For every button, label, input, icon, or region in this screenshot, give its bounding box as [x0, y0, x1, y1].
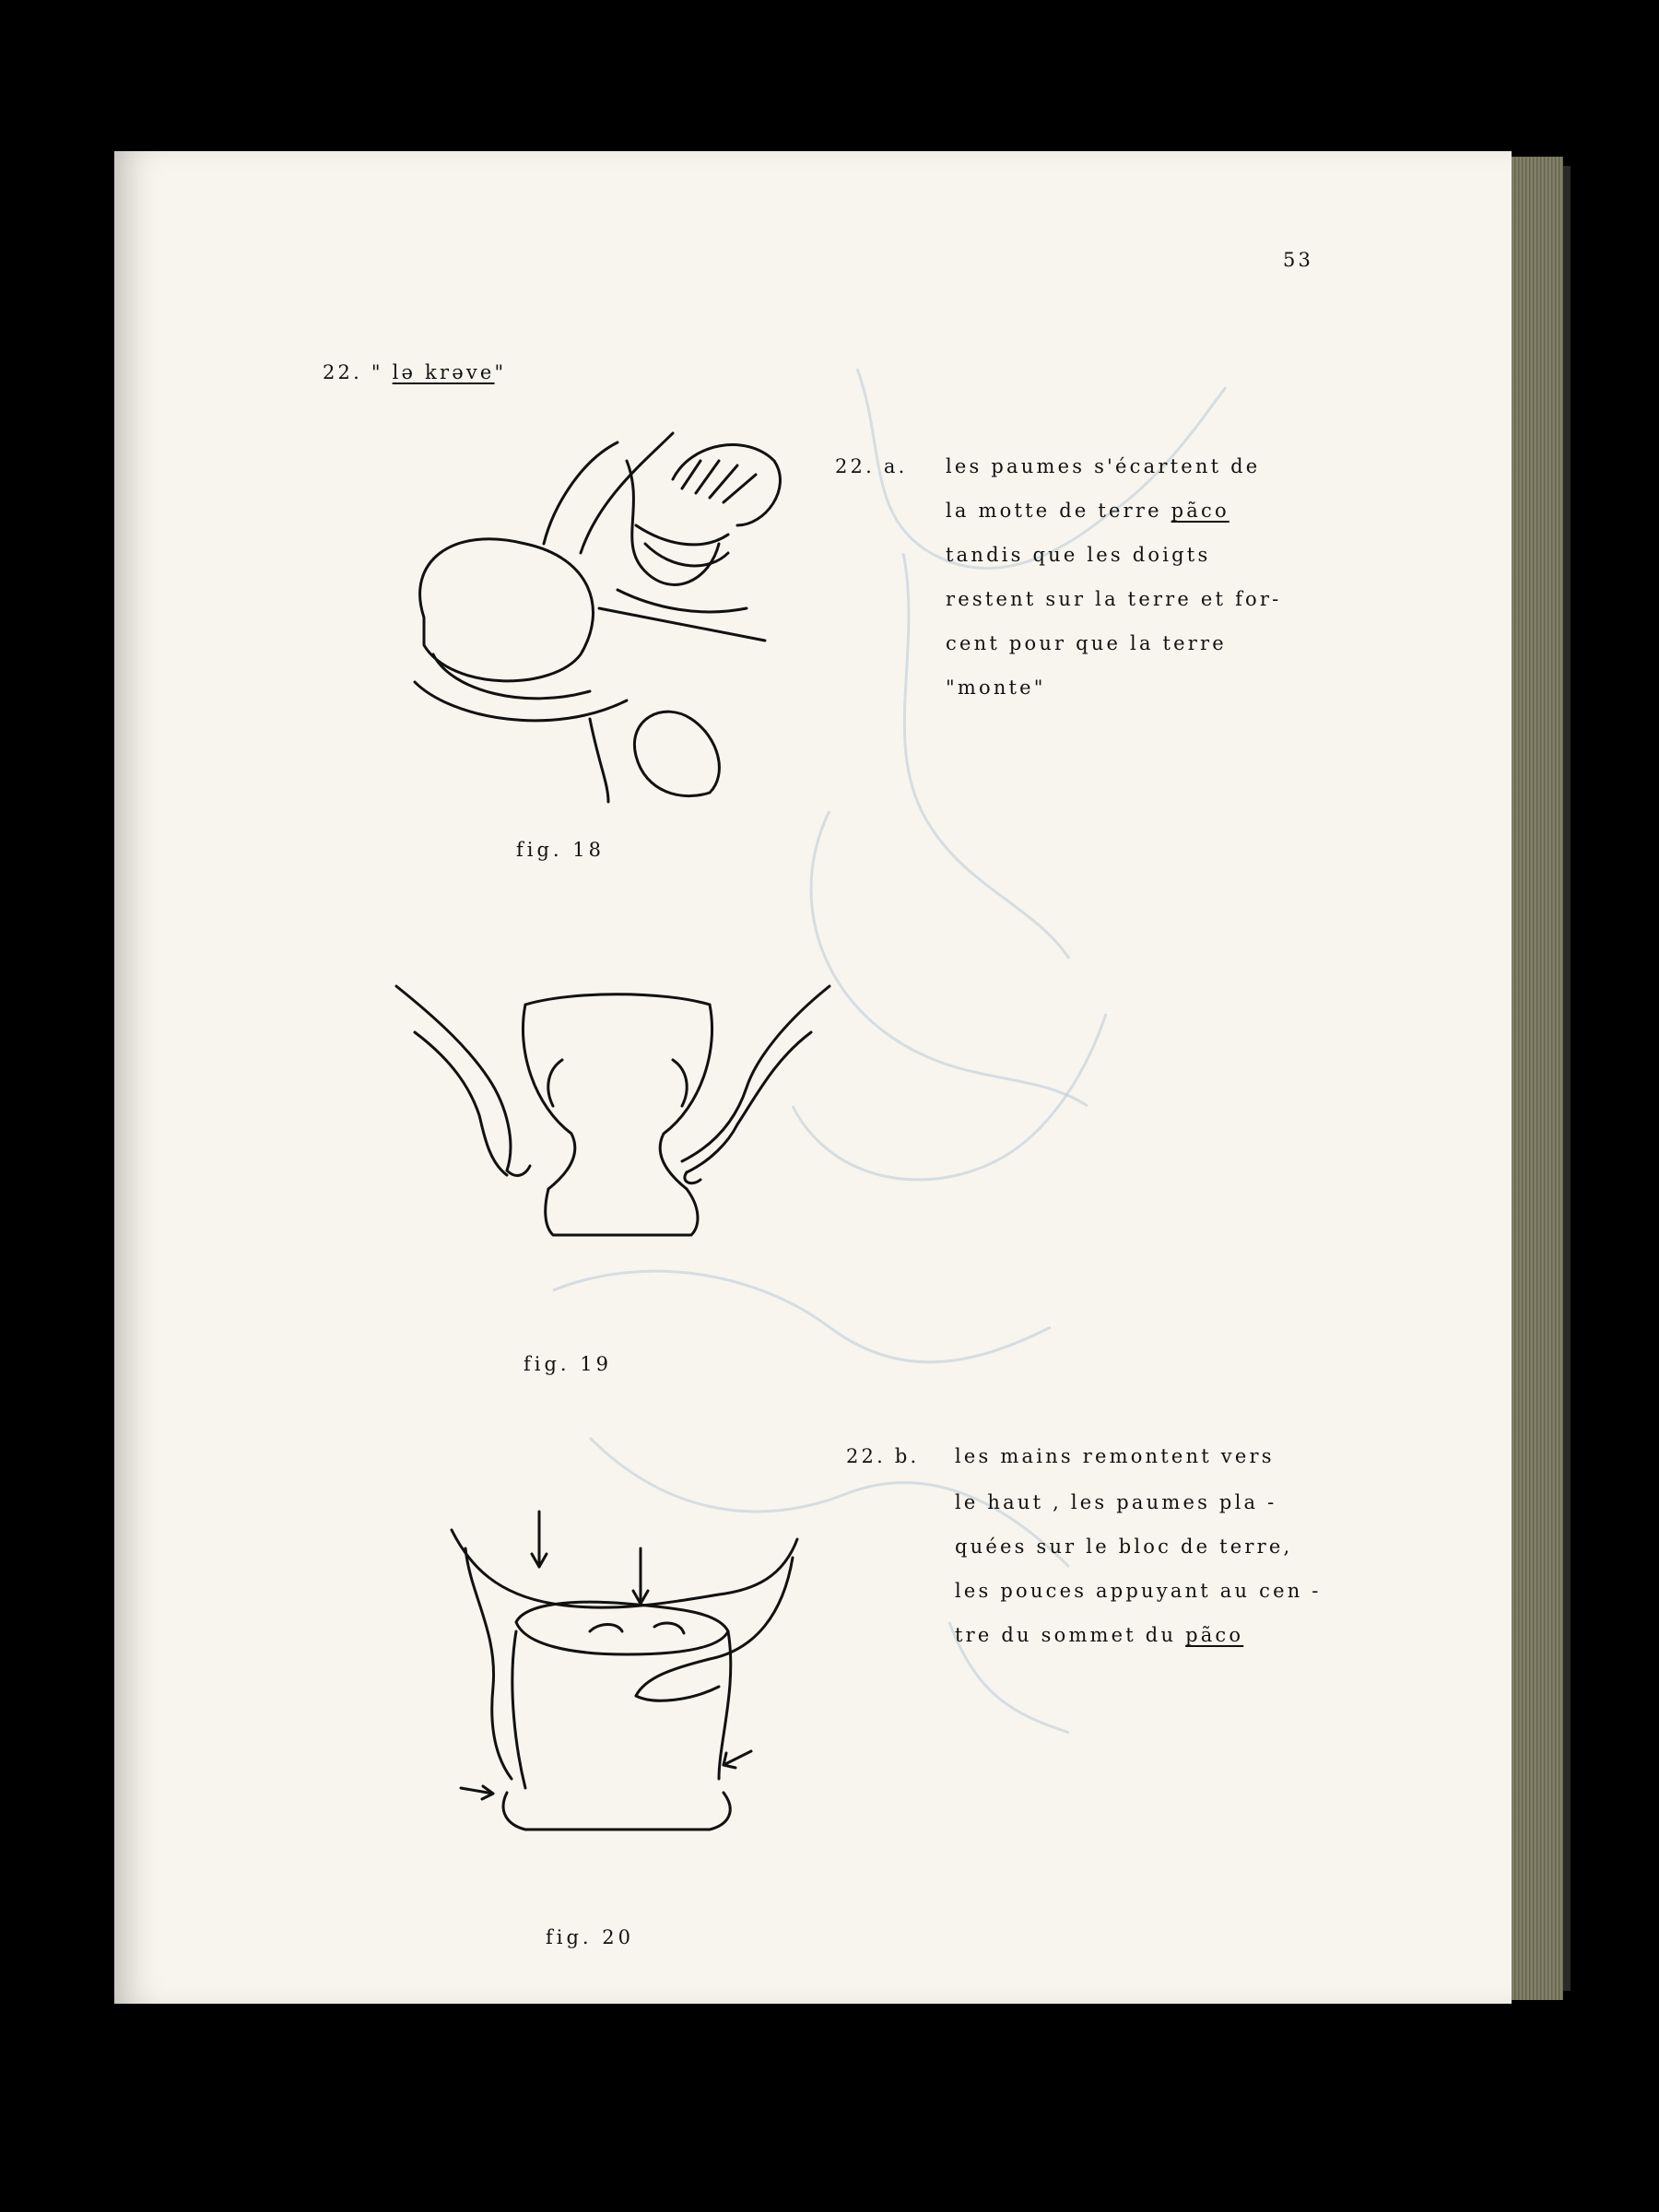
- step-a-term: pãco: [1171, 500, 1230, 522]
- step-a-line-2-text: la motte de terre: [946, 500, 1171, 522]
- close-quote: ": [494, 361, 507, 383]
- fig-19-caption: fig. 19: [524, 1353, 613, 1375]
- step-a-label: 22. a.: [835, 455, 908, 477]
- step-a-line-4: restent sur la terre et for-: [946, 588, 1282, 610]
- step-b-line-1: les mains remontent vers: [955, 1445, 1275, 1467]
- hands-pressing-top-drawing: [442, 1502, 830, 1853]
- step-a-line-6: "monte": [946, 677, 1046, 699]
- hands-around-vessel-drawing: [387, 977, 848, 1253]
- hand-on-clay-lump-drawing: [396, 424, 802, 811]
- page-number: 53: [1283, 249, 1314, 271]
- section-heading: [323, 350, 506, 394]
- section-phonetic-term: lə krəve: [392, 361, 495, 383]
- open-quote: ": [371, 361, 383, 383]
- step-b-line-5: [955, 1613, 1243, 1657]
- step-b-line-5-text: tre du sommet du: [955, 1624, 1186, 1646]
- fig-20-caption: fig. 20: [546, 1926, 635, 1948]
- step-b-line-3: quées sur le bloc de terre,: [955, 1535, 1293, 1558]
- step-a-line-1: les paumes s'écartent de: [946, 455, 1261, 477]
- step-a-line-2: [946, 488, 1230, 533]
- fig-18-caption: fig. 18: [516, 839, 606, 861]
- section-number: 22.: [323, 361, 362, 383]
- step-a-line-5: cent pour que la terre: [946, 632, 1227, 654]
- step-b-line-2: le haut , les paumes pla -: [955, 1491, 1277, 1513]
- step-a-line-3: tandis que les doigts: [946, 544, 1211, 566]
- step-b-term: pãco: [1185, 1624, 1244, 1646]
- step-b-line-4: les pouces appuyant au cen -: [955, 1580, 1322, 1602]
- step-b-label: 22. b.: [846, 1445, 920, 1467]
